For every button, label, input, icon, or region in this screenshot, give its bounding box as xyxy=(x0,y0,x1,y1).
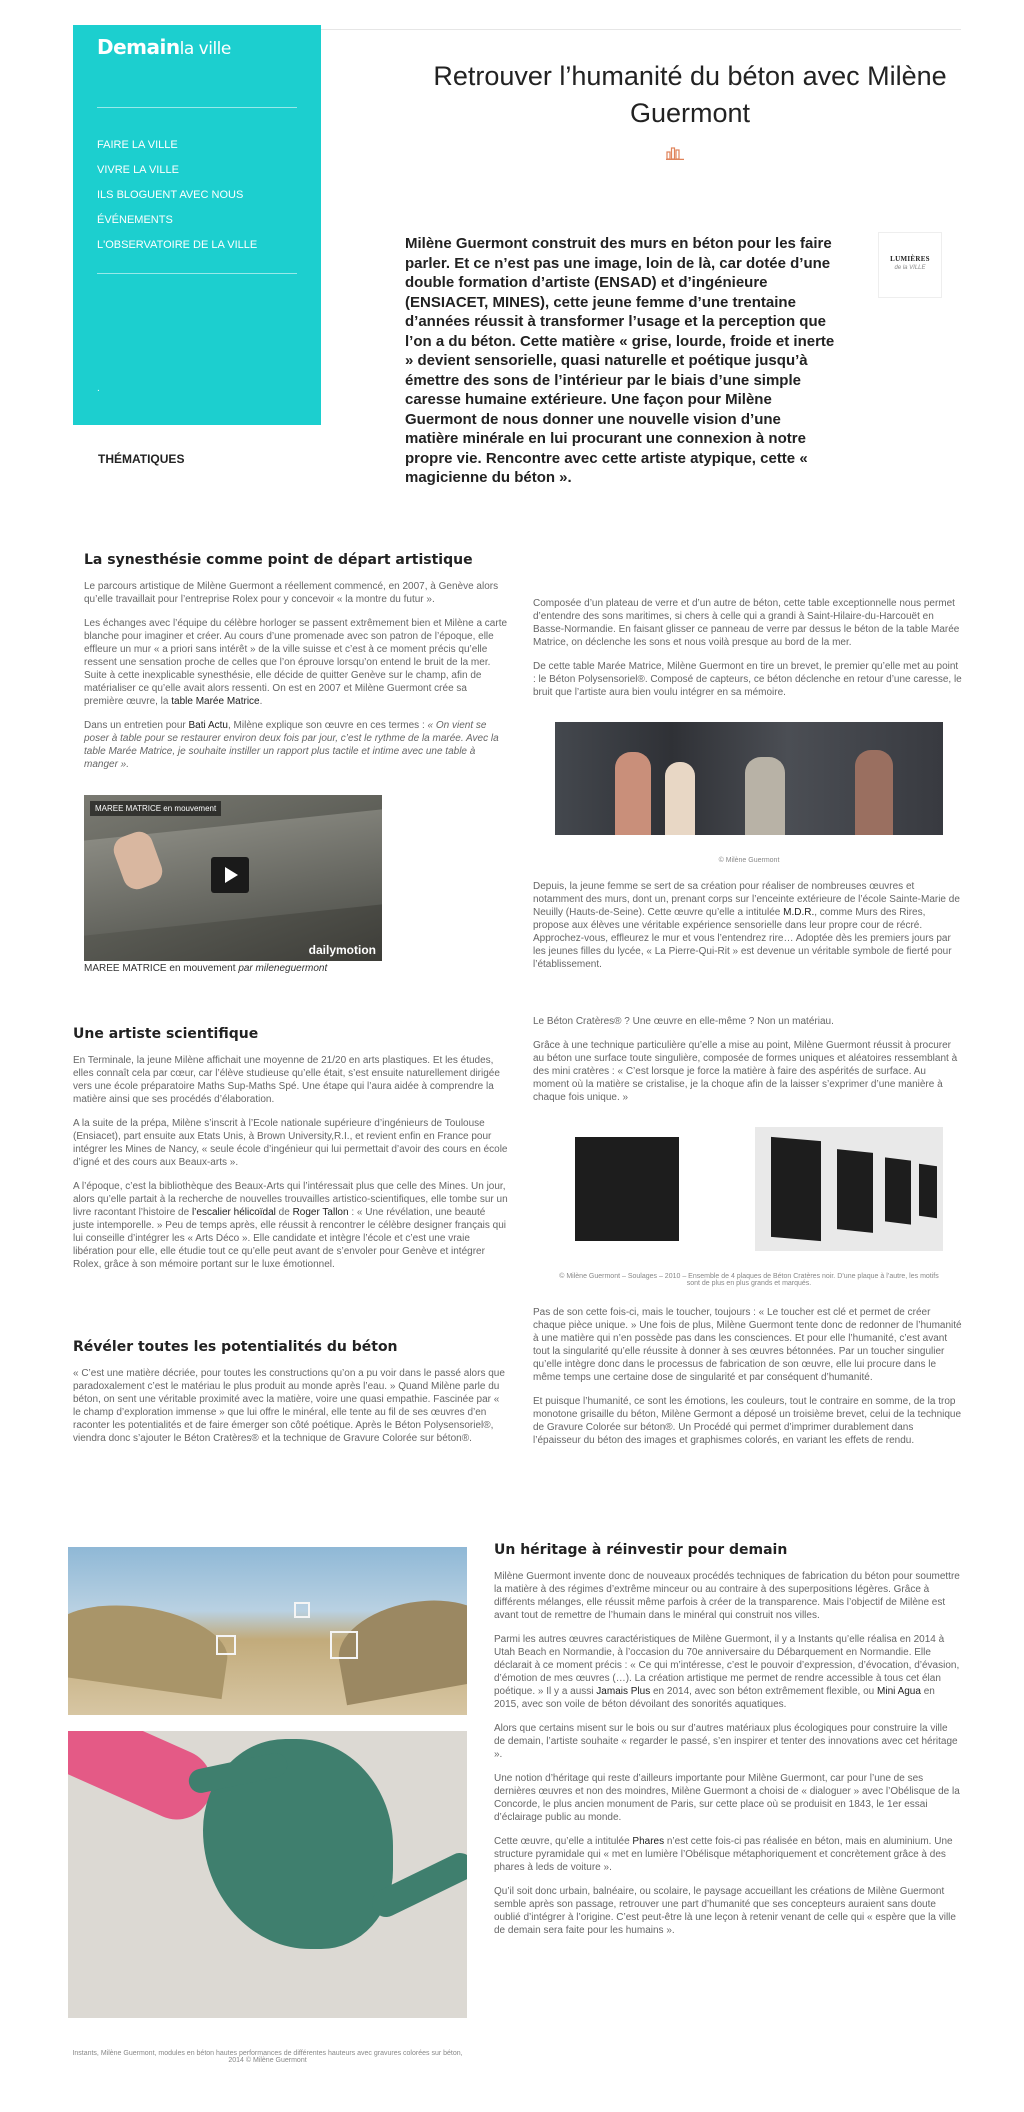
paragraph: Composée d’un plateau de verre et d’un autre de béton, cette table exceptionnelle nous permet d’entendre des sons maritimes, si chers à celle qui a grandi à Saint-Hilaire-du-Harcouët en Basse-Normandie. En faisant glisser ce panneau de verre par dessus le béton de la table Marée Matrice, on déclenche les sons et nous voilà presque au bord de la mer. xyxy=(533,598,960,648)
link-mini-agua[interactable]: Mini Agua xyxy=(877,1686,921,1697)
text: en 2015, avec son voile de béton dévoilant des sonorités aquatiques. xyxy=(494,1686,935,1710)
text: , Milène explique son œuvre en ces termes : xyxy=(227,720,428,731)
sidebar xyxy=(73,25,321,425)
nav-faire-la-ville[interactable]: FAIRE LA VILLE xyxy=(97,139,178,151)
paragraph: Milène Guermont invente donc de nouveaux procédés techniques de fabrication du béton pour soumettre la matière à des régimes d’extrême minceur ou au contraire à des superpositions légères. Grâce à différents mélanges, elle réussit même parfois à créer de la transparence. Mais l’objectif de Milène est avant tout de remettre de l’humain dans le minéral qui construit nos villes. xyxy=(494,1571,960,1621)
nav-vivre-la-ville[interactable]: VIVRE LA VILLE xyxy=(97,164,179,176)
partner-logo-text: LUMIÈRES xyxy=(890,255,930,263)
section-heading: Révéler toutes les potentialités du béton xyxy=(73,1339,398,1355)
photo-plaque xyxy=(885,1157,911,1224)
nav-observatoire[interactable]: L'OBSERVATOIRE DE LA VILLE xyxy=(97,239,258,251)
text: Les échanges avec l’équipe du célèbre horloger se passent extrêmement bien et Milène a carte blanche pour imaginer et créer. Au cours d’une promenade avec son patron de l’époque, elle effleure un mur « a priori sans intérêt » de la ville suisse et c’est à ce moment précis qu’elle ressent une sensation proche de celles que l’on éprouve lorsqu’on entend le bruit de la mer. Suite à cette inexplicable synesthésie, elle décide de quitter Genève sur le champ, afin de matérialiser ce qu’elle avait alors ressenti. On est en 2007 et Milène Guermont crée sa première œuvre, la xyxy=(84,618,508,707)
section-artiste-scientifique xyxy=(73,1026,508,1282)
article-title: Retrouver l’humanité du béton avec Milène Guermont xyxy=(433,61,947,128)
logo-light: la ville xyxy=(179,39,231,59)
link-mdr[interactable]: M.D.R. xyxy=(783,907,815,918)
photo-plaque xyxy=(837,1149,873,1233)
quote: « On vient se poser à table pour se restaurer environ deux fois par jour, c’est le rythme de la marée. Avec la table Marée Matrice, je souhaite instiller un rapport plus tactile et intime avec une table à manger ». xyxy=(84,720,499,770)
image-caption: Instants, Milène Guermont, modules en béton hautes performances de différentes hauteurs avec gravures colorées sur béton, 2014 © Milène Guermont xyxy=(72,2050,463,2064)
link-roger-tallon[interactable]: Roger Tallon xyxy=(292,1207,349,1218)
paragraph: Le Béton Cratères® ? Une œuvre en elle-même ? Non un matériau. xyxy=(533,1016,834,1027)
section-beton-crateres-b xyxy=(533,1306,963,1458)
paragraph: Grâce à une technique particulière qu’elle a mise au point, Milène Guermont réussit à procurer au béton une surface toute singulière, composée de formes uniques et aléatoires ressemblant à des mini cratères : « C’est lorsque je force la matière à faire des aspérités de surface. Au moment où la matière se cristalise, je la choque afin de la laisser s’exprimer d’une manière à chaque fois unique. » xyxy=(533,1040,958,1103)
text: , comme Murs des Rires, propose aux élèves une véritable expérience sensorielle dans leur propre cour de récré. Approchez-vous, effleurez le mur et vous l’entendrez rire… Adoptée dès les premiers jours par les jeunes filles du lycée, « La Pierre-Qui-Rit » est devenue un véritable symbole de fierté pour l’établissement. xyxy=(533,907,952,970)
photo-plaque xyxy=(575,1137,679,1241)
photo-figure xyxy=(745,757,785,835)
dailymotion-logo[interactable]: dailymotion xyxy=(308,943,376,957)
paragraph: A la suite de la prépa, Milène s’inscrit à l’Ecole nationale supérieure d’ingénieurs de Toulouse (Ensiacet), part ensuite aux Etats Unis, à Brown University,R.I., et revient enfin en France pour intégrer les Mines de Nancy, « seule école d’ingénieur qui lui permettait d’avoir des cours en école d’igné et des cours aux Beaux-arts ». xyxy=(73,1118,508,1168)
bar-chart-icon xyxy=(666,146,684,165)
paragraph xyxy=(73,1180,508,1271)
paragraph: Le parcours artistique de Milène Guermont a réellement commencé, en 2007, à Genève alors qu’elle travaillait pour l’entreprise Rolex pour y concevoir « la montre du futur ». xyxy=(84,581,499,605)
video-author-link[interactable]: mileneguermont xyxy=(255,963,328,974)
paragraph: « C’est une matière décriée, pour toutes les constructions qu’on a pu voir dans le passé alors que paradoxalement c’est le matériau le plus produit au monde après l’eau. » Quand Milène parle du béton, on sent une véritable proximité avec la matière, voire une quasi empathie. Fascinée par « le champ d’exploration immense » que lui offre le minéral, elle tente au fil de ses œuvres d’en raconter les potentialités et de faire émerger son côté poétique. Après le Béton Polysensoriel®, viendra donc s’ajouter le Béton Cratères® et la technique de Gravure Colorée sur béton®. xyxy=(73,1368,505,1444)
text: n’est cette fois-ci pas réalisée en béton, mais en aluminium. Une structure pyramidale qui « met en lumière l’Obélisque métaphoriquement et concrètement grâce à des phares à leds de voiture ». xyxy=(494,1836,953,1873)
text: Parmi les autres œuvres caractéristiques de Milène Guermont, il y a Instants qu’elle réalisa en 2014 à Utah Beach en Normandie, à l’occasion du 70e anniversaire du Débarquement en Normandie. Elle déclarait à ce moment précis : « Ce qui m’intéresse, c’est le pouvoir d’expression, d’évocation, d’évasion, d’émotion de mes œuvres (…). La création artistique me permet de rendre accessible à tous cet élan poétique. » Il y a aussi xyxy=(494,1634,960,1697)
text: par xyxy=(238,963,253,974)
section-heading: La synesthésie comme point de départ artistique xyxy=(84,552,473,568)
section-synesthesie-right-b xyxy=(533,880,963,982)
section-synesthesie-right xyxy=(533,597,963,710)
photo-caption: © Milène Guermont xyxy=(718,857,780,864)
paragraph xyxy=(84,719,509,771)
text: Cette œuvre, qu’elle a intitulée xyxy=(494,1836,633,1847)
photo-caption: © Milène Guermont – Soulages – 2010 – Ensemble de 4 plaques de Béton Cratères noir. D’une plaque à l’autre, les motifs sont de plus en plus grands et marqués. xyxy=(559,1273,939,1287)
text: : « Une révélation, une beauté juste intemporelle. » Peu de temps après, elle réussit à rencontrer le célèbre designer français qui lui conseille d’intégrer les « Arts Déco ». Elle candidate et intègre l’école et c’est une vraie libération pour elle, elle étudie tout ce qu’elle peut avant de s’envoler pour Genève et intégrer Rolex, grâce à son mémoire portant sur le luxe émotionnel. xyxy=(73,1207,507,1270)
paragraph: Et puisque l’humanité, ce sont les émotions, les couleurs, tout le contraire en somme, de la trop monotone grisaille du béton, Milène Germont a déposé un troisième brevet, celui de la technique de Gravure Colorée sur béton®. Un Procédé qui permet d’imprimer durablement dans l’épaisseur du béton des images et graphismes colorés, en variant les effets de rendu. xyxy=(533,1396,962,1446)
link-phares[interactable]: Phares xyxy=(632,1836,665,1847)
section-potentialites xyxy=(73,1339,508,1456)
main-nav xyxy=(97,133,257,258)
video-caption-link[interactable]: MAREE MATRICE en mouvement xyxy=(84,963,236,974)
video-player[interactable] xyxy=(84,795,382,961)
photo-module xyxy=(216,1635,236,1655)
photo-plaque xyxy=(771,1137,821,1241)
text: en 2014, avec son béton extrêmement flexible, ou xyxy=(650,1686,878,1697)
section-heading: Un héritage à réinvestir pour demain xyxy=(494,1542,788,1558)
video-title[interactable]: MAREE MATRICE en mouvement xyxy=(90,801,221,816)
text: de xyxy=(275,1207,293,1218)
paragraph xyxy=(494,1835,961,1874)
paragraph xyxy=(84,617,509,708)
text: Dans un entretien pour xyxy=(84,720,189,731)
paragraph: Alors que certains misent sur le bois ou sur d’autres matériaux plus écologiques pour construire la ville de demain, l’artiste souhaite « regarder le passé, s’en inspirer et tenter des innovations avec cet héritage ». xyxy=(494,1723,958,1760)
themes-heading[interactable]: THÉMATIQUES xyxy=(98,452,185,466)
sidebar-divider xyxy=(97,107,297,108)
photo-plaque xyxy=(919,1164,937,1219)
photo-figure xyxy=(665,762,695,835)
text: A l’époque, c’est la bibliothèque des Beaux-Arts qui l’intéressait plus que celle des Mines. Un jour, alors qu’elle partait à la recherche de nouvelles trouvailles artistico-scientifiques, elle tombe sur un livre racontant l’histoire de xyxy=(73,1181,508,1218)
paragraph: Pas de son cette fois-ci, mais le toucher, toujours : « Le toucher est clé et permet de créer chaque pièce unique. » Une fois de plus, Milène Guermont tente donc de redonner de l’humanité à une matière qui n’en possède pas dans les consciences. Et pour elle l’humanité, c’est avant tout la singularité qu’elle réussite à donner à ses œuvres bétonnées. Par un toucher singulier qu’elle intègre donc dans le processus de fabrication de son œuvre, elle lui procure dans le même temps une certaine dose de singularité et par conséquent d’humanité. xyxy=(533,1307,962,1383)
text: Depuis, la jeune femme se sert de sa création pour réaliser de nombreuses œuvres et notamment des murs, dont un, prenant corps sur l’enceinte extérieure de l’école Sainte-Marie de Neuilly (Hauts-de-Seine). Cette œuvre qu’elle a intitulée xyxy=(533,881,960,918)
photo-module xyxy=(330,1631,358,1659)
photo-mur-sonore xyxy=(555,722,943,835)
play-icon[interactable] xyxy=(211,857,249,893)
nav-evenements[interactable]: ÉVÉNEMENTS xyxy=(97,214,173,226)
paragraph: De cette table Marée Matrice, Milène Guermont en tire un brevet, le premier qu’elle met au point : le Béton Polysensoriel®. Composé de capteurs, ce béton déclenche en retour d’une caresse, le bruit que l’artiste aura bien voulu intégrer en sa mémoire. xyxy=(533,661,962,698)
article-lead: Milène Guermont construit des murs en béton pour les faire parler. Et ce n’est pas une image, loin de là, car dotée d’une double formation d’artiste (ENSAD) et d’ingénieure (ENSIACET, MINES), cette jeune femme d’une trentaine d’années réussit à transformer l’usage et la perception que l’on a du béton. Cette matière « grise, lourde, froide et inerte » devient sensorielle, quasi naturelle et poétique jusqu’à émettre des sons de l’intérieur par le biais d’une simple caresse humaine extérieure. Une façon pour Milène Guermont de nous donner une nouvelle vision d’une matière minérale en lui procurant une connexion à notre propre vie. Rencontre avec cette artiste atypique, cette « magicienne du béton ». xyxy=(405,235,835,486)
logo-bold: Demain xyxy=(97,35,180,59)
link-escalier[interactable]: l’escalier hélicoïdal xyxy=(191,1207,276,1218)
paragraph: En Terminale, la jeune Milène affichait une moyenne de 21/20 en arts plastiques. Et les études, elles connaît cela par cœur, car l’élève studieuse qu’elle était, s’est ensuite naturellement dirigée vers une école préparatoire Maths Sup-Maths Spé. Une étape qui l’aura aidée à comprendre la matière ainsi que ses procédés d’élaboration. xyxy=(73,1055,500,1105)
photo-figure xyxy=(615,752,651,835)
section-synesthesie xyxy=(84,552,509,782)
photo-module xyxy=(294,1602,310,1618)
video-caption xyxy=(84,963,327,974)
photo-beton-crateres xyxy=(555,1127,943,1251)
link-table-maree-matrice[interactable]: table Marée Matrice xyxy=(171,696,260,707)
photo-dune xyxy=(68,1595,233,1699)
section-beton-crateres xyxy=(533,1015,963,1115)
partner-logo[interactable] xyxy=(878,232,942,298)
sidebar-divider xyxy=(97,273,297,274)
partner-logo-sub: de la VILLE xyxy=(894,265,926,271)
photo-gravure-main xyxy=(68,1731,467,2018)
section-heading: Une artiste scientifique xyxy=(73,1026,259,1042)
paragraph: Une notion d’héritage qui reste d’ailleurs importante pour Milène Guermont, car pour l’une de ses dernières œuvres et non des moindres, Milène Guermont a choisi de « dialoguer » avec l’Obélisque de la Concorde, le plus ancien monument de Paris, sur cette place où se produisit en 1843, le 1er essai d’éclairage public au monde. xyxy=(494,1773,960,1823)
paragraph xyxy=(533,880,963,971)
photo-figure xyxy=(855,750,893,835)
paragraph xyxy=(494,1633,961,1711)
text: . xyxy=(259,696,263,707)
paragraph: Qu’il soit donc urbain, balnéaire, ou scolaire, le paysage accueillant les créations de Milène Guermont semble après son passage, retrouver une part d’humanité que ses concepteurs auraient sans doute oublié d’intégrer à l’origine. C’est peut-être là une leçon à retenir venant de celle qui « espère que la ville de demain sera faite pour les humains ». xyxy=(494,1886,956,1936)
link-bati-actu[interactable]: Bati Actu xyxy=(188,720,228,731)
link-jamais-plus[interactable]: Jamais Plus xyxy=(596,1686,651,1697)
site-logo[interactable] xyxy=(97,35,231,59)
photo-instants-beach xyxy=(68,1547,467,1715)
nav-ils-bloguent[interactable]: ILS BLOGUENT AVEC NOUS xyxy=(97,189,244,201)
section-heritage xyxy=(494,1542,961,1948)
sidebar-dot: . xyxy=(97,383,100,394)
